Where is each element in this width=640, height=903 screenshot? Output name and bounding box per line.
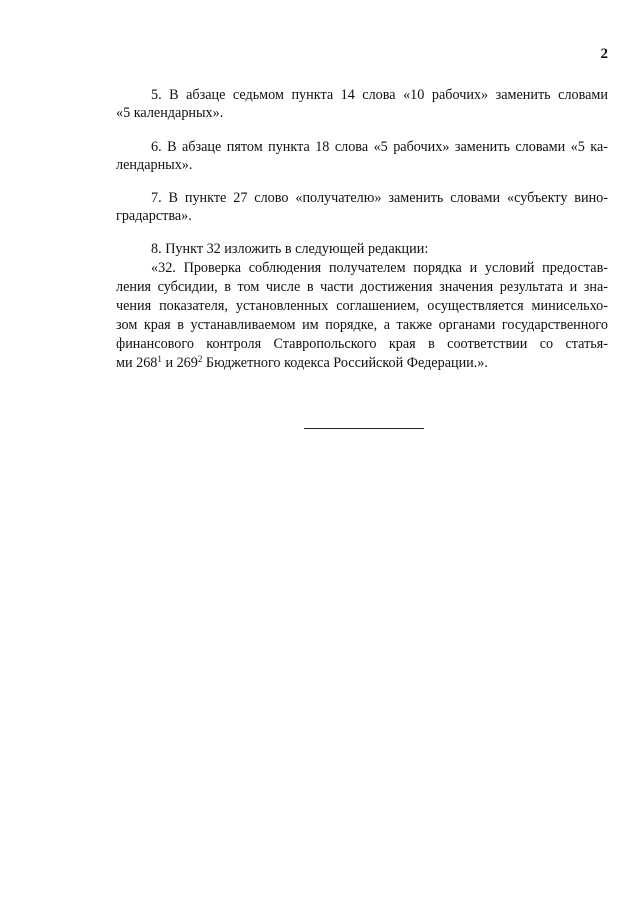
- quote-line-5: финансового контроля Ставропольского края в соответствии со статья-: [116, 336, 608, 352]
- quote-line-6: [116, 354, 488, 372]
- quote-line-4: зом края в устанавливаемом им порядке, а также органами государственного: [116, 317, 608, 333]
- item-6-line-2: лендарных».: [116, 157, 193, 173]
- item-7-line-2: градарства».: [116, 208, 192, 224]
- end-rule: [304, 428, 424, 429]
- item-8-intro: 8. Пункт 32 изложить в следующей редакции:: [151, 241, 429, 257]
- quote-line-6-part-b: и 269: [161, 355, 198, 371]
- page-number: 2: [600, 46, 608, 62]
- item-7-line-1: 7. В пункте 27 слово «получателю» заменить словами «субъекту вино-: [151, 190, 608, 206]
- quote-line-6-part-a: ми 268: [116, 355, 158, 371]
- quote-line-1: «32. Проверка соблюдения получателем порядка и условий предостав-: [151, 260, 608, 276]
- quote-line-2: ления субсидии, в том числе в части достижения значения результата и зна-: [116, 279, 608, 295]
- quote-line-6-part-c: Бюджетного кодекса Российской Федерации.».: [202, 355, 488, 371]
- superscript-2: 2: [197, 354, 203, 364]
- item-5-line-1: 5. В абзаце седьмом пункта 14 слова «10 рабочих» заменить словами: [151, 87, 608, 103]
- item-6-line-1: 6. В абзаце пятом пункта 18 слова «5 рабочих» заменить словами «5 ка-: [151, 139, 608, 155]
- item-5-line-2: «5 календарных».: [116, 105, 224, 121]
- superscript-1: 1: [157, 354, 162, 364]
- quote-line-3: чения показателя, установленных соглашением, осуществляется минисельхо-: [116, 298, 608, 314]
